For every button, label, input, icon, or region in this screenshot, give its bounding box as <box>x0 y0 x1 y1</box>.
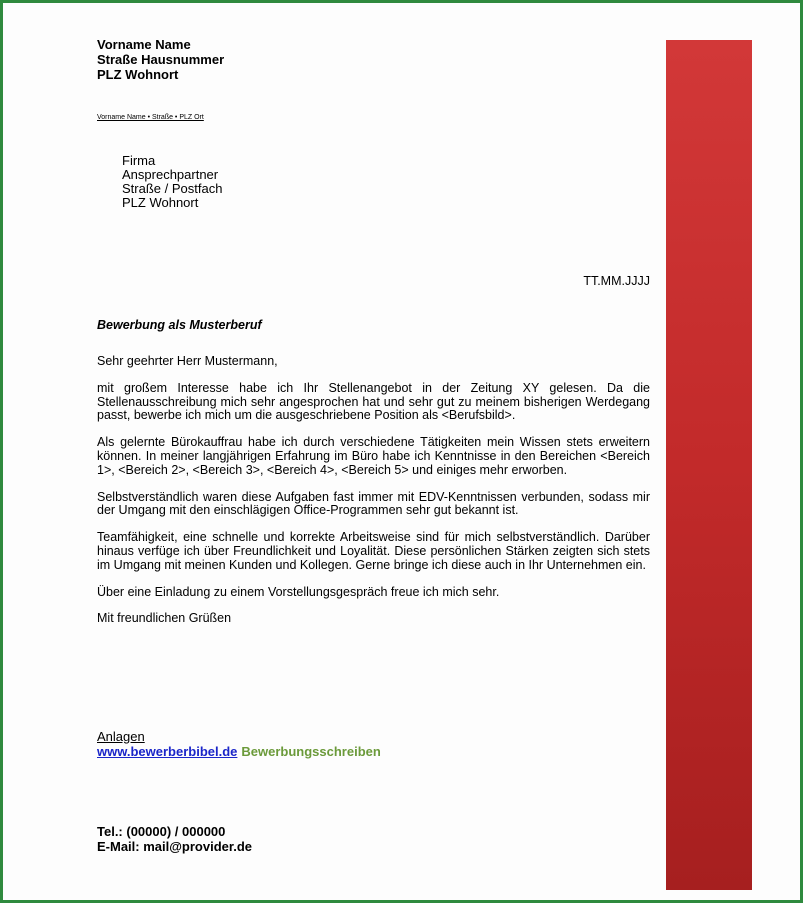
decorative-red-bar <box>666 40 752 890</box>
letter-date: TT.MM.JJJJ <box>583 274 650 288</box>
link-row <box>97 744 381 759</box>
body-paragraph: Teamfähigkeit, eine schnelle und korrekte Arbeitsweise sind für mich selbstverständlich. Darüber hinaus verfüge ich über Freundlichkeit und Loyalität. Diese persönlichen Stärken zeigten sich stets im Umgang mit meinen Kunden und Kollegen. Gerne bringe ich diese auch in Ihr Unternehmen ein. <box>97 530 650 572</box>
sender-street: Straße Hausnummer <box>97 52 225 67</box>
sender-city: PLZ Wohnort <box>97 67 179 82</box>
recipient-company: Firma <box>122 153 156 168</box>
body-paragraph: Selbstverständlich waren diese Aufgaben fast immer mit EDV-Kenntnissen verbunden, sodass mir der Umgang mit den einschlägigen Office-Programmen sehr gut bekannt ist. <box>97 489 650 518</box>
body-paragraph: Über eine Einladung zu einem Vorstellungsgespräch freue ich mich sehr. <box>97 584 500 599</box>
contact-info <box>97 824 252 854</box>
body-paragraph: mit großem Interesse habe ich Ihr Stellenangebot in der Zeitung XY gelesen. Da die Stellenausschreibung mich sehr angesprochen hat und sehr gut zu meinem bisherigen Werdegang passt, bewerbe ich mich um die ausgeschriebene Position als <Berufsbild>. <box>97 380 650 423</box>
website-link[interactable]: www.bewerberbibel.de <box>97 744 238 759</box>
recipient-city: PLZ Wohnort <box>122 195 199 210</box>
sender-address <box>97 37 224 82</box>
letter-subject: Bewerbung als Musterberuf <box>97 318 262 332</box>
sender-name: Vorname Name <box>97 37 191 52</box>
email-address: E-Mail: mail@provider.de <box>97 839 252 854</box>
recipient-street: Straße / Postfach <box>122 181 223 196</box>
recipient-address <box>122 154 222 210</box>
attachments-label: Anlagen <box>97 729 145 744</box>
letter-body <box>97 355 650 626</box>
link-label: Bewerbungsschreiben <box>241 744 381 759</box>
phone-number: Tel.: (00000) / 000000 <box>97 824 226 839</box>
salutation: Sehr geehrter Herr Mustermann, <box>97 354 278 368</box>
recipient-contact: Ansprechpartner <box>122 167 219 182</box>
return-address-line: Vorname Name • Straße • PLZ Ort <box>97 114 204 121</box>
closing: Mit freundlichen Grüßen <box>97 611 232 626</box>
body-paragraph: Als gelernte Bürokauffrau habe ich durch verschiedene Tätigkeiten mein Wissen stets erweitern können. In meiner langjährigen Erfahrung im Büro habe ich Kenntnisse in den Bereichen <Bereich 1>, <Bereich 2>, <Bereich 3>, <Bereich 4>, <Bereich 5> und einiges mehr erworben. <box>97 435 650 477</box>
